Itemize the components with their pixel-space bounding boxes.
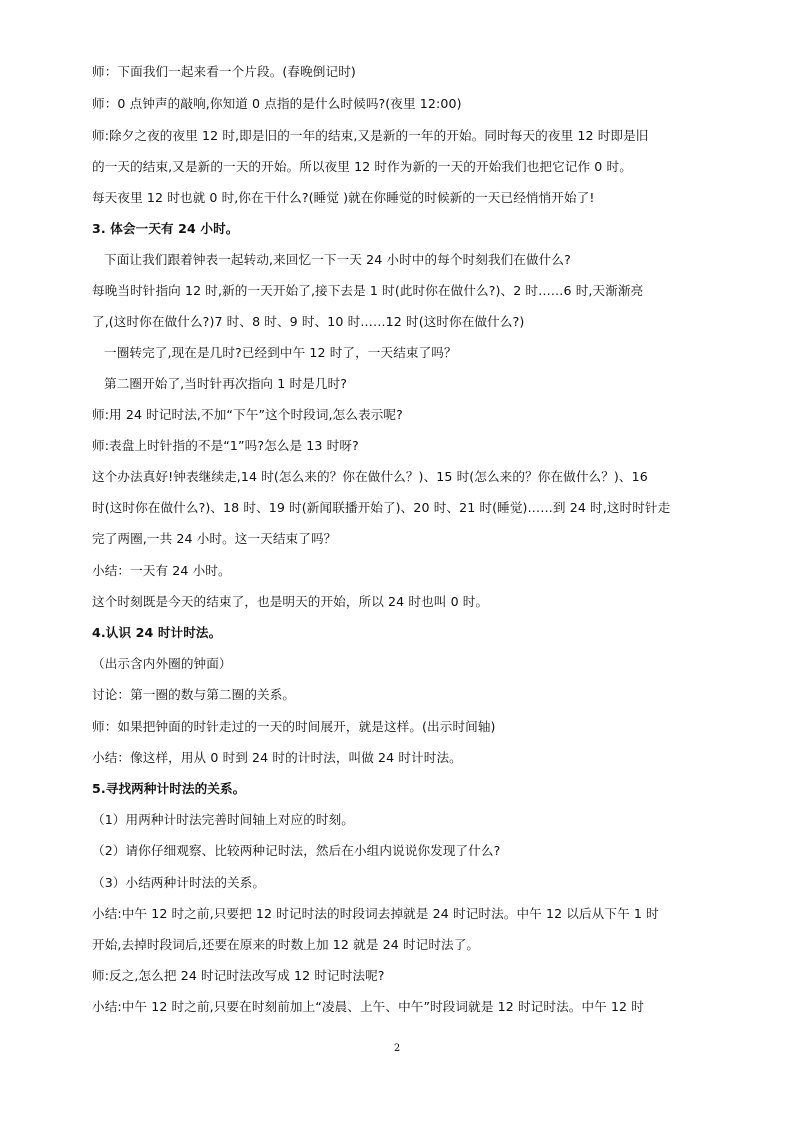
- paragraph-line: 每晚当时针指向 12 时,新的一天开始了,接下去是 1 时(此时你在做什么?)、2 时……6 时,天渐渐亮: [92, 283, 644, 298]
- list-item: （3）小结两种计时法的关系。: [92, 875, 266, 890]
- paragraph-line: 师：下面我们一起来看一个片段。(春晚倒记时): [92, 64, 356, 79]
- paragraph-line: 师:用 24 时记时法,不加“下午”这个时段词,怎么表示呢?: [92, 407, 403, 422]
- page-number: 2: [393, 1043, 401, 1054]
- paragraph-line: 小结：一天有 24 小时。: [92, 563, 231, 578]
- paragraph-line: 讨论：第一圈的数与第二圈的关系。: [92, 687, 296, 702]
- paragraph-line: 这个时刻既是今天的结束了，也是明天的开始，所以 24 时也叫 0 时。: [92, 594, 489, 609]
- paragraph-line: 第二圈开始了,当时针再次指向 1 时是几时?: [104, 376, 347, 391]
- paragraph-line: 完了两圈,一共 24 小时。这一天结束了吗？: [92, 531, 337, 546]
- paragraph-line: 了,(这时你在做什么?)7 时、8 时、9 时、10 时……12 时(这时你在做什么?): [92, 314, 525, 329]
- list-item: （1）用两种计时法完善时间轴上对应的时刻。: [92, 812, 354, 827]
- section-heading: 3. 体会一天有 24 小时。: [92, 221, 239, 236]
- paragraph-line: 师:除夕之夜的夜里 12 时,即是旧的一年的结束,又是新的一年的开始。同时每天的夜里 12 时即是旧: [92, 128, 649, 143]
- list-item: （2）请你仔细观察、比较两种记时法，然后在小组内说说你发现了什么?: [92, 843, 501, 858]
- paragraph-line: 小结:中午 12 时之前,只要把 12 时记时法的时段词去掉就是 24 时记时法。中午 12 以后从下午 1 时: [92, 906, 659, 921]
- paragraph-line: 时(这时你在做什么?)、18 时、19 时(新闻联播开始了)、20 时、21 时(睡觉)……到 24 时,这时时针走: [92, 500, 671, 515]
- paragraph-line: 一圈转完了,现在是几时?已经到中午 12 时了，一天结束了吗？: [104, 345, 457, 360]
- section-heading: 4.认识 24 时计时法。: [92, 625, 222, 640]
- paragraph-line: 小结:中午 12 时之前,只要在时刻前加上“凌晨、上午、中午”时段词就是 12 时记时法。中午 12 时: [92, 999, 644, 1014]
- paragraph-line: 师:表盘上时针指的不是“1”吗?怎么是 13 时呀?: [92, 438, 359, 453]
- paragraph-line: 下面让我们跟着钟表一起转动,来回忆一下一天 24 小时中的每个时刻我们在做什么?: [104, 252, 571, 267]
- paragraph-line: 的一天的结束,又是新的一天的开始。所以夜里 12 时作为新的一天的开始我们也把它记作 0 时。: [92, 159, 632, 174]
- paragraph-line: （出示含内外圈的钟面）: [92, 656, 232, 671]
- paragraph-line: 师：如果把钟面的时针走过的一天的时间展开，就是这样。(出示时间轴): [92, 719, 496, 734]
- paragraph-line: 开始,去掉时段词后,还要在原来的时数上加 12 就是 24 时记时法了。: [92, 937, 480, 952]
- paragraph-line: 这个办法真好!钟表继续走,14 时(怎么来的？你在做什么？)、15 时(怎么来的？你在做什么？)、16: [92, 469, 648, 484]
- paragraph-line: 小结：像这样，用从 0 时到 24 时的计时法，叫做 24 时计时法。: [92, 750, 462, 765]
- paragraph-line: 师:反之,怎么把 24 时记时法改写成 12 时记时法呢?: [92, 968, 385, 983]
- section-heading: 5.寻找两种计时法的关系。: [92, 781, 246, 796]
- paragraph-line: 师：0 点钟声的敲响,你知道 0 点指的是什么时候吗?(夜里 12:00): [92, 96, 462, 111]
- paragraph-line: 每天夜里 12 时也就 0 时,你在干什么?(睡觉 )就在你睡觉的时候新的一天已经悄悄开始了!: [92, 190, 595, 205]
